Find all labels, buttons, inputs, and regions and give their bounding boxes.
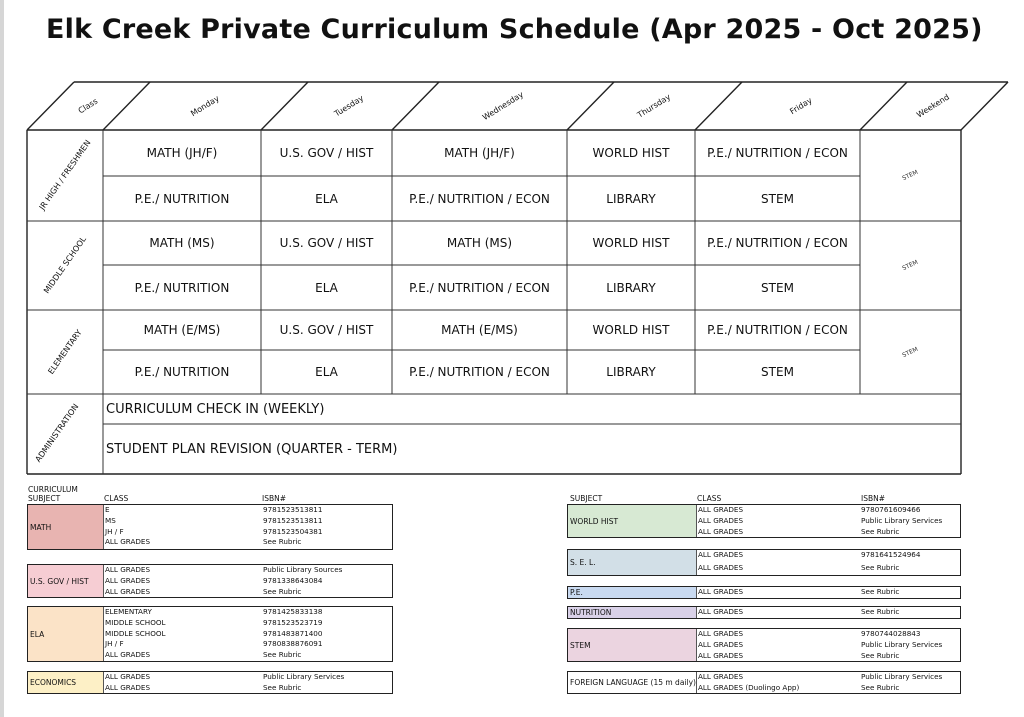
ref-isbns-stem: 9780744028843 Public Library Services See Rubric bbox=[861, 629, 943, 660]
cell-ms-r2-thursday: LIBRARY bbox=[606, 280, 656, 295]
ref-subject-ela: ELA bbox=[28, 607, 104, 661]
cell-jh-r2-monday: P.E./ NUTRITION bbox=[134, 191, 230, 206]
ref-block-ela bbox=[27, 606, 393, 662]
header-thursday: Thursday bbox=[635, 92, 673, 120]
cell-el-r1-tuesday: U.S. GOV / HIST bbox=[279, 323, 374, 337]
ref-isbns-world-hist: 9780761609466 Public Library Services See Rubric bbox=[861, 505, 943, 536]
cell-ms-r1-thursday: WORLD HIST bbox=[592, 236, 670, 250]
ref-block-stem bbox=[567, 628, 961, 662]
cell-el-weekend bbox=[860, 310, 961, 394]
group-label-administration: ADMINISTRATION bbox=[33, 402, 81, 464]
ref-isbns-pe: See Rubric bbox=[861, 587, 900, 596]
cell-jh-r2-wednesday: P.E./ NUTRITION / ECON bbox=[409, 191, 550, 206]
ref-block-world-hist bbox=[567, 504, 961, 538]
cell-el-r2-thursday: LIBRARY bbox=[606, 365, 656, 379]
left-ref-header-isbn: ISBN# bbox=[262, 494, 287, 503]
ref-classes-foreign-language: ALL GRADES ALL GRADES (Duolingo App) bbox=[698, 672, 800, 692]
cell-jh-r1-tuesday: U.S. GOV / HIST bbox=[279, 146, 374, 160]
cell-el-r2-tuesday: ELA bbox=[315, 365, 338, 379]
ref-block-foreign-language bbox=[567, 671, 961, 694]
cell-ms-r2-monday: P.E./ NUTRITION bbox=[134, 280, 230, 295]
ref-block-pe bbox=[567, 586, 961, 599]
weekend-stem-label: STEM bbox=[901, 345, 920, 359]
cell-ms-r2-wednesday: P.E./ NUTRITION / ECON bbox=[409, 280, 550, 295]
cell-el-r1-thursday: WORLD HIST bbox=[592, 323, 670, 337]
ref-subject-foreign-language: FOREIGN LANGUAGE (15 m daily) bbox=[568, 672, 697, 693]
cell-ms-r1-wednesday: MATH (MS) bbox=[446, 236, 513, 250]
cell-el-r2-monday: P.E./ NUTRITION bbox=[134, 365, 230, 379]
right-ref-header-class: CLASS bbox=[697, 494, 722, 503]
page-title: Elk Creek Private Curriculum Schedule (Apr 2025 - Oct 2025) bbox=[46, 14, 983, 45]
ref-subject-economics: ECONOMICS bbox=[28, 672, 104, 693]
cell-jh-r2-tuesday: ELA bbox=[315, 191, 338, 206]
ref-isbns-us-gov: Public Library Sources 9781338643084 See Rubric bbox=[263, 565, 343, 596]
ref-classes-sel: ALL GRADES ALL GRADES bbox=[698, 550, 744, 572]
cell-ms-r1-monday: MATH (MS) bbox=[149, 236, 215, 250]
cell-el-r1-friday: P.E./ NUTRITION / ECON bbox=[707, 323, 848, 337]
ref-classes-ela: ELEMENTARY MIDDLE SCHOOL MIDDLE SCHOOL JH / F ALL GRADES bbox=[105, 607, 166, 660]
header-class: Class bbox=[76, 96, 100, 116]
admin-row-checkin: CURRICULUM CHECK IN (WEEKLY) bbox=[106, 401, 325, 417]
header-friday: Friday bbox=[788, 95, 814, 117]
ref-classes-nutrition: ALL GRADES bbox=[698, 607, 744, 616]
ref-classes-pe: ALL GRADES bbox=[698, 587, 744, 596]
cell-el-r2-friday: STEM bbox=[761, 365, 794, 379]
ref-isbns-foreign-language: Public Library Services See Rubric bbox=[861, 672, 943, 692]
group-label-jr-high: JR HIGH / FRESHMEN bbox=[37, 138, 93, 212]
weekend-stem-label: STEM bbox=[901, 168, 920, 183]
ref-subject-math: MATH bbox=[28, 505, 104, 549]
ref-subject-stem: STEM bbox=[568, 629, 697, 661]
header-wednesday: Wednesday bbox=[480, 89, 526, 123]
cell-el-r2-wednesday: P.E./ NUTRITION / ECON bbox=[409, 365, 550, 379]
cell-ms-r2-friday: STEM bbox=[761, 280, 794, 295]
ref-isbns-economics: Public Library Services See Rubric bbox=[263, 672, 345, 692]
group-label-middle-school: MIDDLE SCHOOL bbox=[41, 234, 89, 296]
header-weekend: Weekend bbox=[915, 92, 951, 120]
cell-el-r1-wednesday: MATH (E/MS) bbox=[441, 323, 518, 337]
ref-classes-economics: ALL GRADES ALL GRADES bbox=[105, 672, 151, 692]
cell-jh-r1-thursday: WORLD HIST bbox=[592, 146, 670, 160]
cell-ms-r1-friday: P.E./ NUTRITION / ECON bbox=[707, 236, 848, 250]
cell-jh-r1-monday: MATH (JH/F) bbox=[146, 146, 218, 160]
ref-subject-world-hist: WORLD HIST bbox=[568, 505, 697, 537]
cell-ms-weekend bbox=[860, 221, 961, 310]
ref-classes-world-hist: ALL GRADES ALL GRADES ALL GRADES bbox=[698, 505, 744, 536]
ref-subject-pe: P.E. bbox=[568, 587, 697, 598]
header-tuesday: Tuesday bbox=[332, 93, 366, 119]
ref-isbns-nutrition: See Rubric bbox=[861, 607, 900, 616]
ref-isbns-ela: 9781425833138 9781523523719 9781483871400 9780838876091 See Rubric bbox=[263, 607, 323, 660]
ref-block-us-gov bbox=[27, 564, 393, 598]
weekend-stem-label: STEM bbox=[901, 258, 920, 273]
ref-isbns-sel: 9781641524964 See Rubric bbox=[861, 550, 921, 572]
ref-isbns-math: 9781523513811 9781523513811 9781523504381 See Rubric bbox=[263, 505, 323, 547]
ref-subject-sel: S. E. L. bbox=[568, 550, 697, 575]
group-label-elementary: ELEMENTARY bbox=[46, 328, 84, 376]
cell-jh-r2-friday: STEM bbox=[761, 191, 794, 206]
left-ref-header-subject: CURRICULUM SUBJECT bbox=[28, 485, 78, 503]
ref-classes-stem: ALL GRADES ALL GRADES ALL GRADES bbox=[698, 629, 744, 660]
ref-block-economics bbox=[27, 671, 393, 694]
admin-row-plan-revision: STUDENT PLAN REVISION (QUARTER - TERM) bbox=[106, 441, 398, 457]
ref-classes-math: E MS JH / F ALL GRADES bbox=[105, 505, 151, 547]
cell-jh-r1-friday: P.E./ NUTRITION / ECON bbox=[707, 146, 848, 160]
ref-classes-us-gov: ALL GRADES ALL GRADES ALL GRADES bbox=[105, 565, 151, 596]
ref-block-math bbox=[27, 504, 393, 550]
cell-jh-r1-wednesday: MATH (JH/F) bbox=[444, 146, 515, 160]
left-ref-header-class: CLASS bbox=[104, 494, 129, 503]
cell-ms-r1-tuesday: U.S. GOV / HIST bbox=[279, 236, 374, 250]
ref-block-nutrition bbox=[567, 606, 961, 619]
ref-block-sel bbox=[567, 549, 961, 576]
ref-subject-nutrition: NUTRITION bbox=[568, 607, 697, 618]
cell-jh-r2-thursday: LIBRARY bbox=[606, 191, 656, 206]
header-monday: Monday bbox=[189, 93, 221, 119]
right-ref-header-subject: SUBJECT bbox=[570, 494, 603, 503]
cell-ms-r2-tuesday: ELA bbox=[315, 280, 338, 295]
right-ref-header-isbn: ISBN# bbox=[861, 494, 886, 503]
cell-el-r1-monday: MATH (E/MS) bbox=[143, 323, 221, 337]
cell-jh-weekend bbox=[860, 130, 961, 221]
ref-subject-us-gov: U.S. GOV / HIST bbox=[28, 565, 104, 597]
